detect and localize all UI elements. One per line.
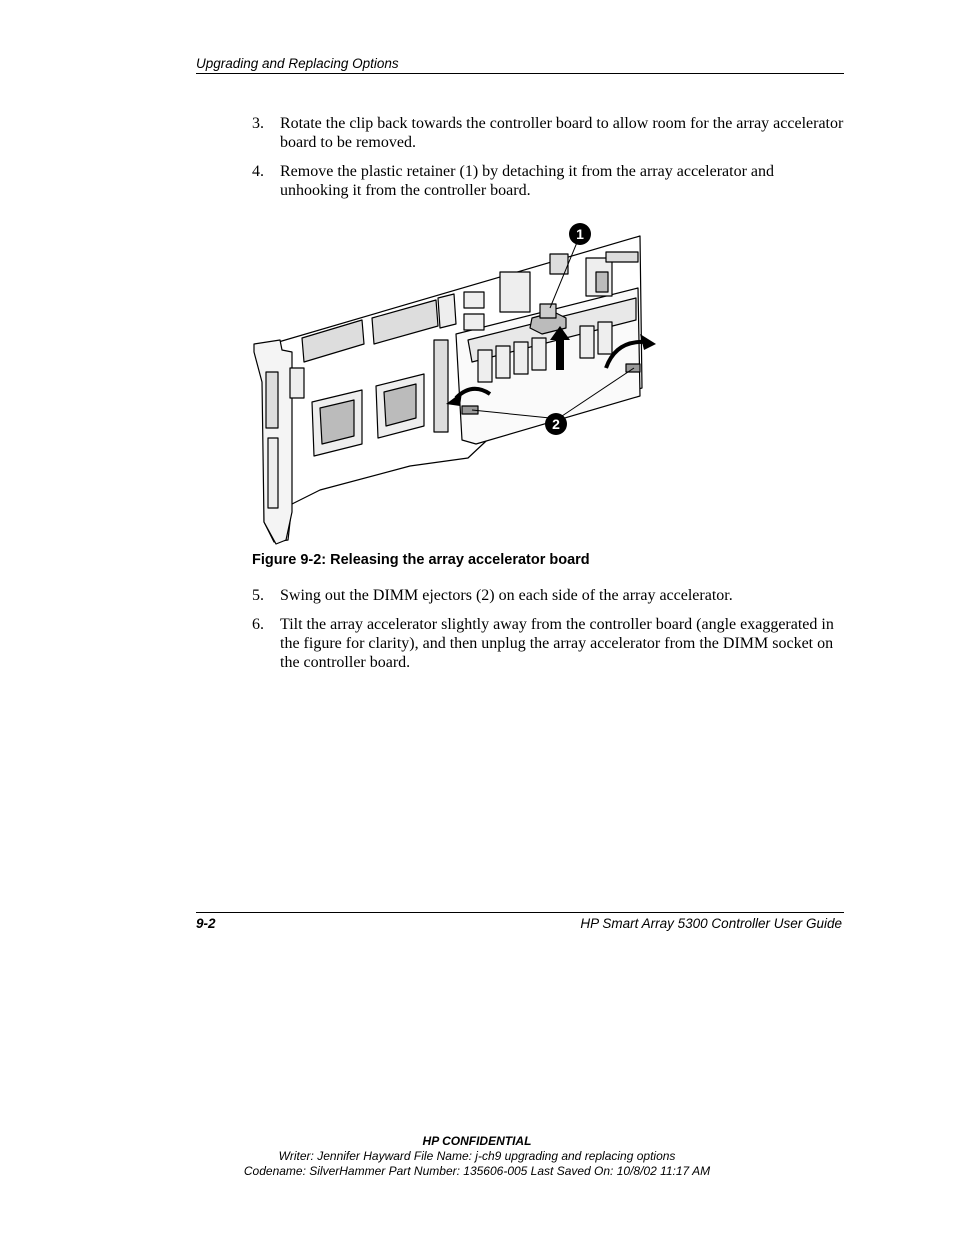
step-5 xyxy=(252,586,844,605)
step-text: Rotate the clip back towards the controller board to allow room for the array accelerator board to be removed. xyxy=(280,115,844,151)
callout-label: 1 xyxy=(576,226,584,242)
step-text: Remove the plastic retainer (1) by detaching it from the array accelerator and unhooking it from the controller board. xyxy=(280,163,774,199)
memory-chip xyxy=(598,322,612,354)
callout-label: 2 xyxy=(552,416,560,432)
memory-chip xyxy=(580,326,594,358)
callout-2 xyxy=(545,413,567,435)
running-header: Upgrading and Replacing Options xyxy=(196,56,844,74)
port-connector xyxy=(266,372,278,428)
step-number: 3. xyxy=(252,115,264,132)
step-text: Tilt the array accelerator slightly away from the controller board (angle exaggerated in the figure for clarity), and then unplug the array accelerator from the DIMM socket on the controller board. xyxy=(280,616,834,671)
confidential-label: HP CONFIDENTIAL xyxy=(422,1134,532,1148)
memory-chip xyxy=(496,346,510,378)
edge-connector xyxy=(434,340,448,432)
figure-array-accelerator xyxy=(250,222,670,552)
memory-chip xyxy=(532,338,546,370)
figure-caption: Figure 9-2: Releasing the array accelerator board xyxy=(252,552,590,568)
step-number: 6. xyxy=(252,616,264,633)
footer-divider xyxy=(196,912,844,913)
step-number: 4. xyxy=(252,163,264,180)
memory-chip xyxy=(478,350,492,382)
step-4 xyxy=(252,162,844,200)
codename-info: Codename: SilverHammer Part Number: 135606-005 Last Saved On: 10/8/02 11:17 AM xyxy=(243,1164,711,1178)
step-6 xyxy=(252,615,844,672)
guide-title: HP Smart Array 5300 Controller User Guide xyxy=(580,916,842,931)
controller-board-illustration xyxy=(250,222,670,552)
writer-info: Writer: Jennifer Hayward File Name: j-ch9 upgrading and replacing options xyxy=(278,1149,676,1163)
step-number: 5. xyxy=(252,587,264,604)
step-3 xyxy=(252,114,844,152)
page-number: 9-2 xyxy=(196,916,216,931)
port-connector xyxy=(268,438,278,508)
callout-1 xyxy=(569,223,591,245)
dimm-ejector xyxy=(626,364,640,372)
memory-chip xyxy=(514,342,528,374)
step-text: Swing out the DIMM ejectors (2) on each side of the array accelerator. xyxy=(280,587,733,604)
